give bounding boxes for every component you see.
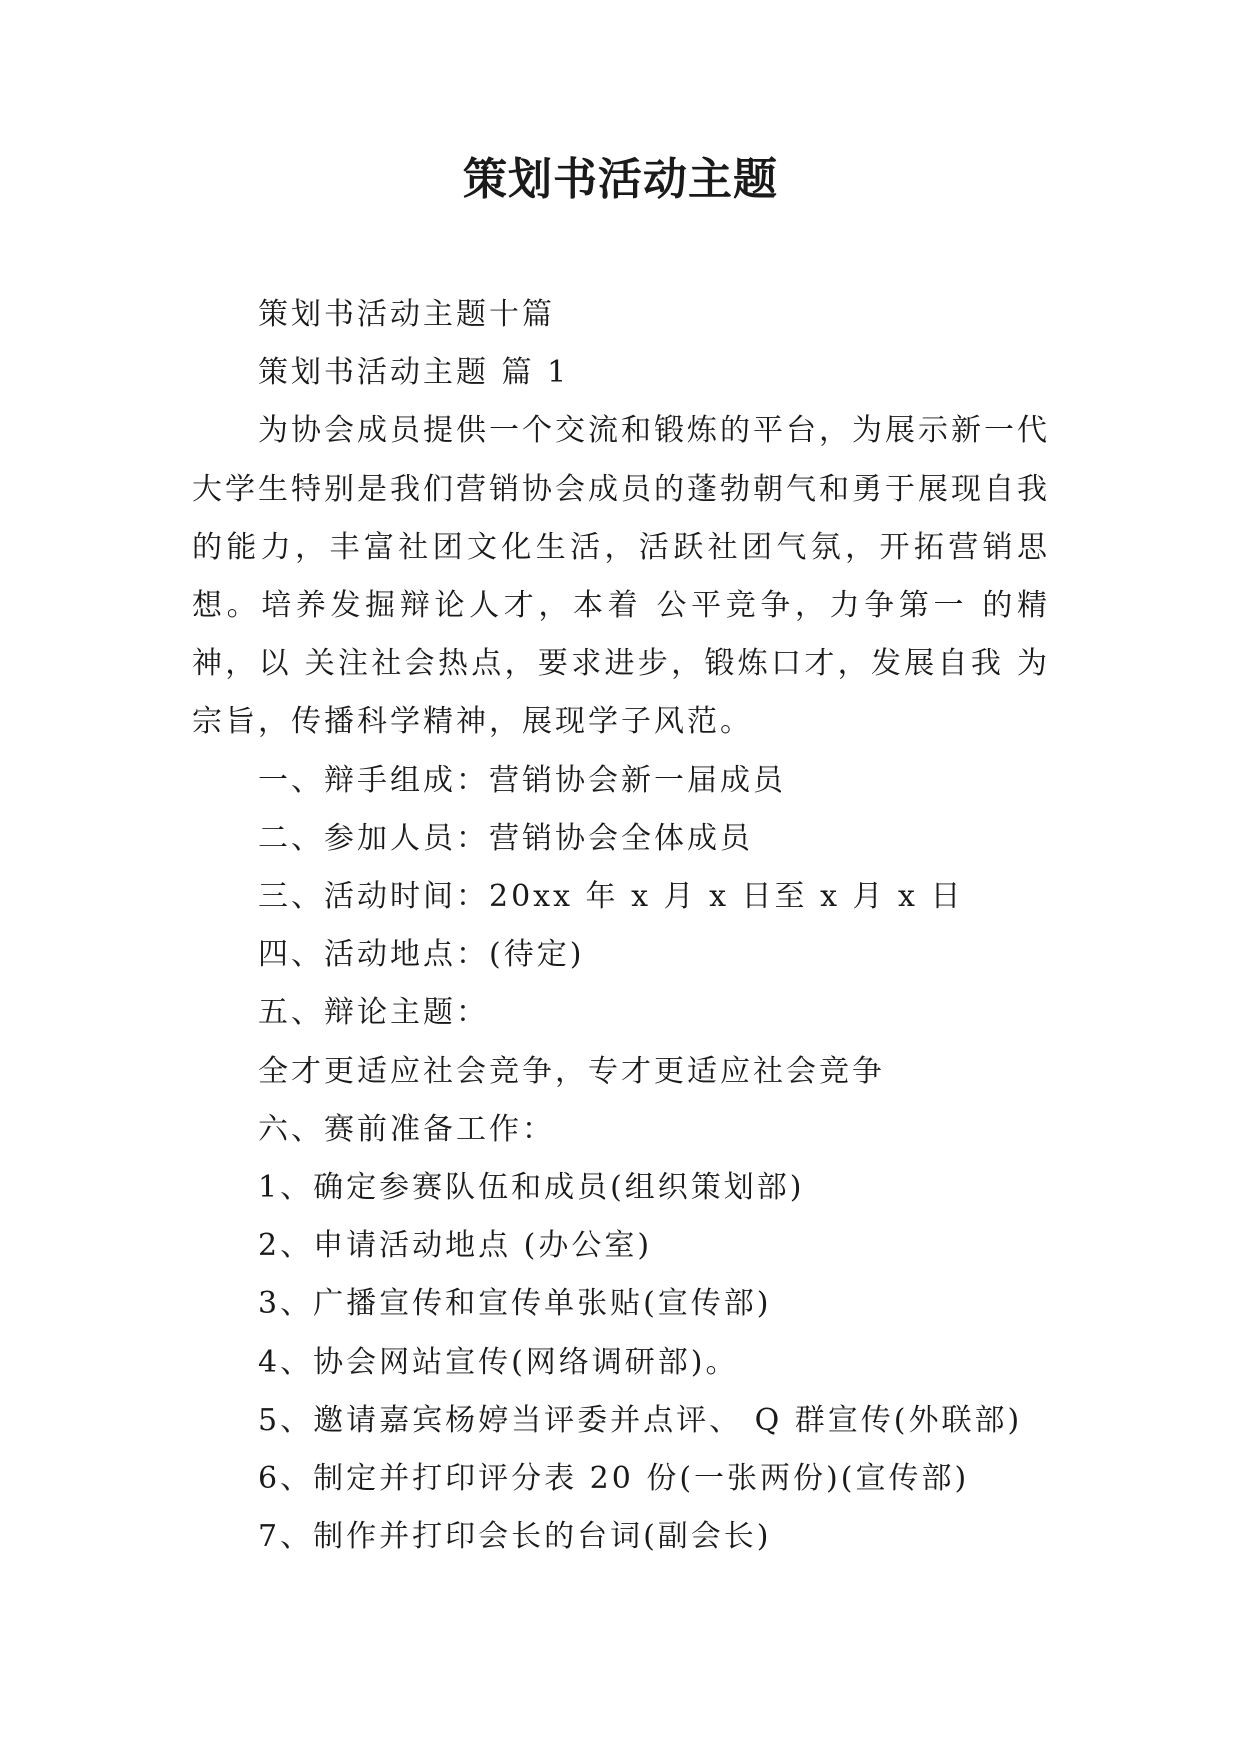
document-title: 策划书活动主题 xyxy=(463,154,778,205)
list-item-time: 三、活动时间：20xx 年 x 月 x 日至 x 月 x 日 xyxy=(258,879,964,915)
section-heading: 策划书活动主题 篇 1 xyxy=(258,355,570,391)
list-item-preparation: 六、赛前准备工作： xyxy=(258,1111,555,1147)
prep-step-5: 5、邀请嘉宾杨婷当评委并点评、 Q 群宣传(外联部) xyxy=(258,1402,1023,1438)
prep-step-4: 4、协会网站宣传(网络调研部)。 xyxy=(258,1344,739,1380)
list-item-topic: 五、辩论主题： xyxy=(258,995,489,1031)
prep-step-3: 3、广播宣传和宣传单张贴(宣传部) xyxy=(258,1286,772,1322)
document-body xyxy=(192,286,1050,1566)
debate-topic-text: 全才更适应社会竞争，专才更适应社会竞争 xyxy=(258,1053,885,1089)
prep-step-2: 2、申请活动地点 (办公室) xyxy=(258,1228,653,1264)
prep-step-6: 6、制定并打印评分表 20 份(一张两份)(宣传部) xyxy=(258,1461,970,1497)
list-item-debaters: 一、辩手组成：营销协会新一届成员 xyxy=(258,762,786,798)
intro-paragraph: 为协会成员提供一个交流和锻炼的平台，为展示新一代大学生特别是我们营销协会成员的蓬勃朝气和勇于展现自我的能力，丰富社团文化生活，活跃社团气氛，开拓营销思想。培养发掘辩论人才，本着 公平竞争，力争第一 的精神，以 关注社会热点，要求进步，锻炼口才，发展自我 为宗旨，传播科学精神，展现学子风范。 xyxy=(192,413,1050,740)
prep-step-1: 1、确定参赛队伍和成员(组织策划部) xyxy=(258,1170,805,1206)
subtitle-line: 策划书活动主题十篇 xyxy=(258,297,555,332)
list-item-participants: 二、参加人员：营销协会全体成员 xyxy=(258,820,753,856)
prep-step-7: 7、制作并打印会长的台词(副会长) xyxy=(258,1519,772,1555)
list-item-location: 四、活动地点：(待定) xyxy=(258,937,585,973)
